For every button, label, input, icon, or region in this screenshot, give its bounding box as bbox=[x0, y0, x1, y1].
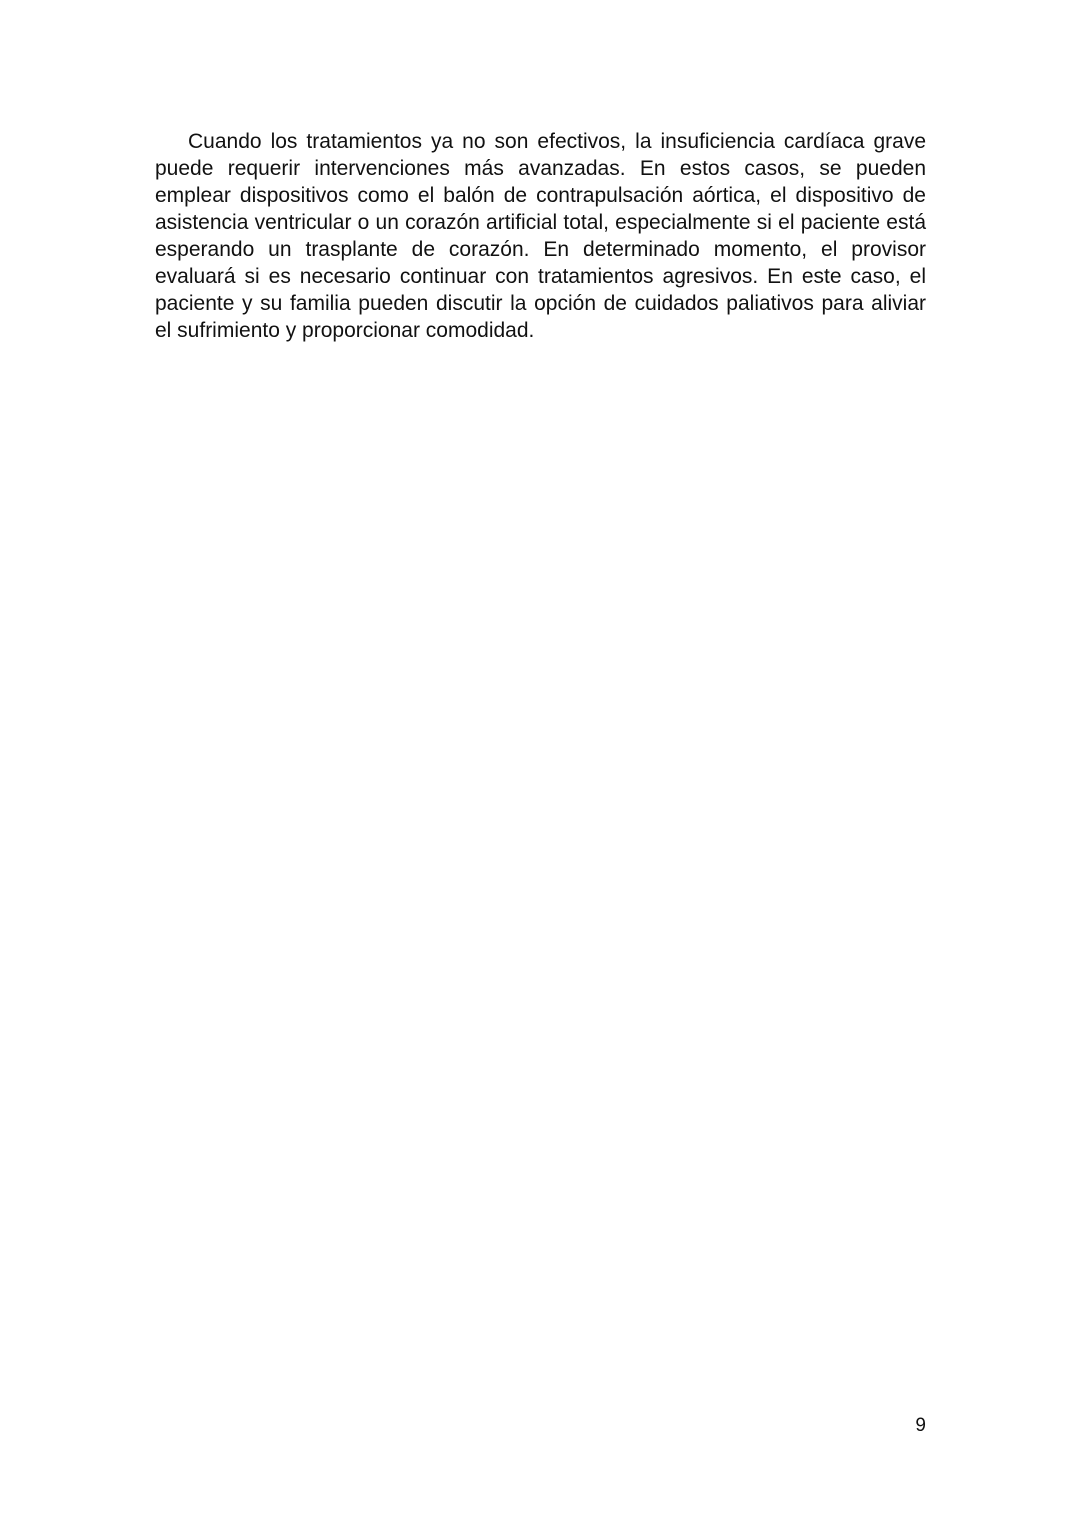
page-number: 9 bbox=[915, 1415, 926, 1436]
body-paragraph: Cuando los tratamientos ya no son efectivos, la insuficiencia cardíaca grave puede requerir intervenciones más avanzadas. En estos casos, se pueden emplear dispositivos como el balón de contrapulsación aórtica, el dispositivo de asistencia ventricular o un corazón artificial total, especialmente si el paciente está esperando un trasplante de corazón. En determinado momento, el provisor evaluará si es necesario continuar con tratamientos agresivos. En este caso, el paciente y su familia pueden discutir la opción de cuidados paliativos para aliviar el sufrimiento y proporcionar comodidad. bbox=[155, 130, 926, 342]
